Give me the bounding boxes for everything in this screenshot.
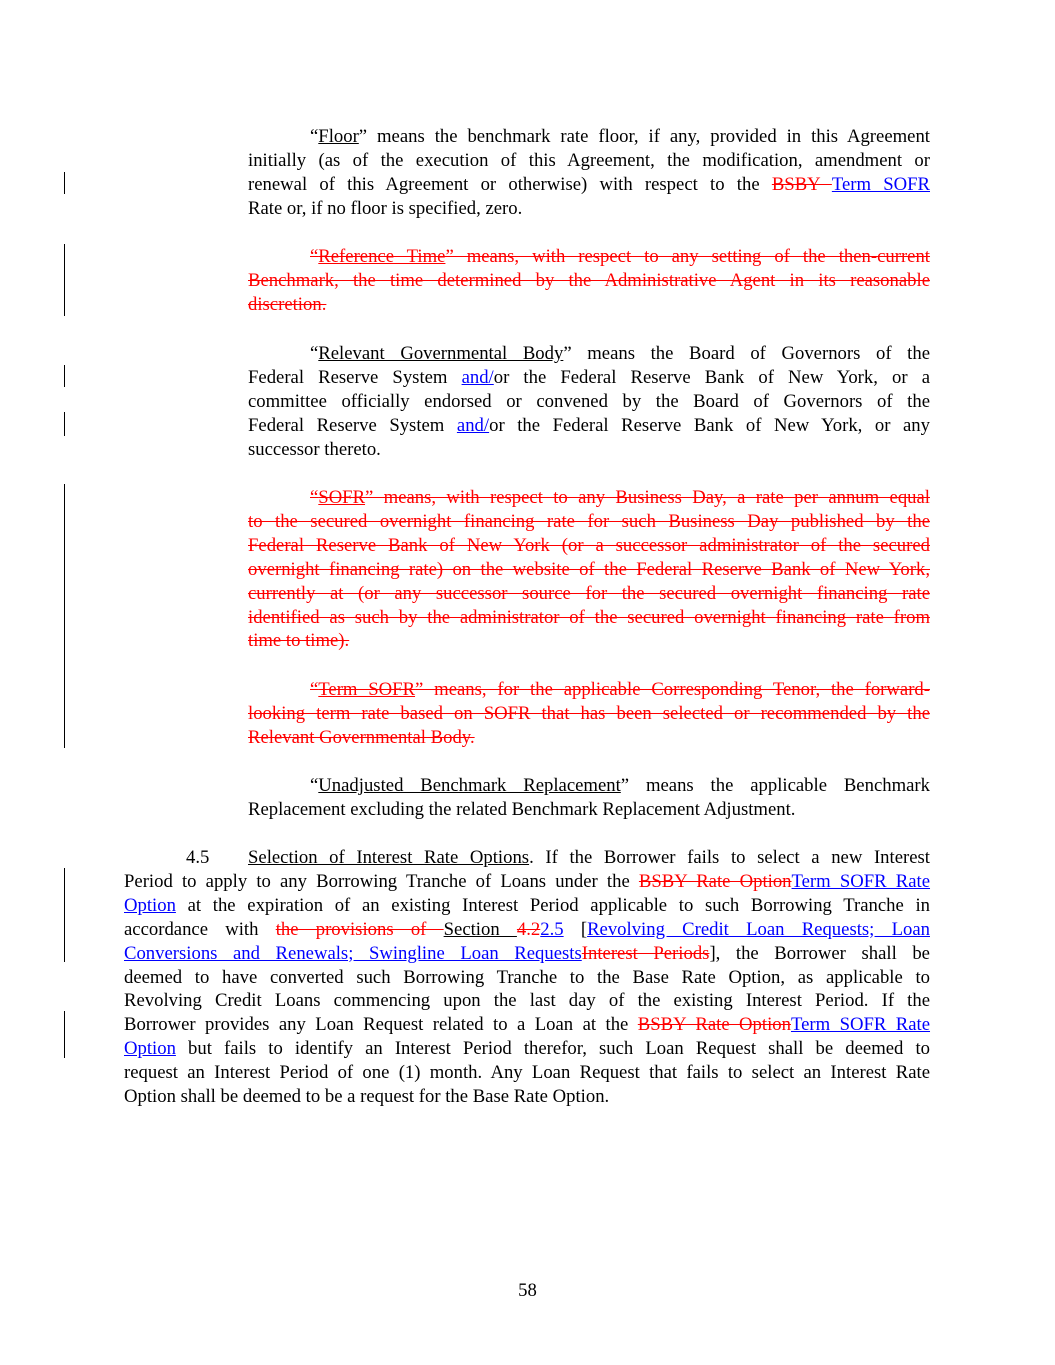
change-bar: [64, 244, 65, 316]
deleted-text: the provisions of: [275, 918, 444, 940]
defined-term: SOFR: [318, 487, 366, 508]
inserted-text: Conversions and Renewals; Swingline Loan Requests: [124, 942, 582, 964]
defined-term: Unadjusted Benchmark Replacement: [318, 775, 621, 796]
section-heading: Selection of Interest Rate Options: [248, 847, 530, 868]
defined-term: Reference Time: [318, 246, 446, 267]
definition-unadjusted-benchmark-replacement: “Unadjusted Benchmark Replacement” means the applicable Benchmark Replacement excluding the related Benchmark Replacement Adjustment.: [248, 775, 930, 820]
inserted-text: Option: [124, 894, 176, 916]
inserted-text: and/: [461, 366, 494, 388]
change-bar: [64, 412, 65, 436]
inserted-text: 2.5: [540, 918, 564, 940]
inserted-text: Term SOFR Rate: [790, 1014, 931, 1036]
deleted-text: BSBY: [771, 173, 832, 195]
inserted-text: Option: [124, 1038, 176, 1060]
change-bar: [64, 365, 65, 387]
definition-reference-time-deleted: “Reference Time” means, with respect to any setting of the then-current Benchmark, the time determined by the Administrative Agent in its reasonable discretion.: [248, 246, 931, 315]
defined-term: Relevant Governmental Body: [318, 343, 564, 364]
page-number: 58: [518, 1280, 537, 1301]
definition-floor: “Floor” means the benchmark rate floor, if any, provided in this Agreement initially (as of the execution of this Agreement, the modification, amendment or renewal of this Agreement or otherwise) with respect to the BSBY Term SOFR Rate or, if no floor is specified, zero.: [248, 126, 930, 219]
inserted-text: and/: [456, 414, 490, 436]
inserted-text: Term SOFR: [831, 173, 930, 195]
section-number: 4.5: [186, 847, 210, 868]
inserted-text: Revolving Credit Loan Requests; Loan: [587, 918, 930, 940]
deleted-text: BSBY Rate Option: [637, 1014, 791, 1036]
defined-term: Term SOFR: [318, 679, 416, 700]
section-reference: Section: [443, 918, 517, 940]
change-bar: [64, 484, 65, 748]
deleted-text: BSBY Rate Option: [638, 870, 792, 892]
deleted-text: 4.2: [516, 918, 541, 940]
section-4-5: 4.5 Selection of Interest Rate Options. If the Borrower fails to select a new Interest Period to apply to any Borrowing Tranche of Loans under the BSBY Rate OptionTerm SOFR Rate Option at the expiration of an existing Interest Period applicable to such Borrowing Tranche in accordance with the provisions of Section 4.22.5 [Revolving Credit Loan Requests; Loan Conversions and Renewals; Swingline Loan RequestsInterest Periods], the Borrower shall be deemed to have converted such Borrowing Tranche to the Base Rate Option, as applicable to Revolving Credit Loans commencing upon the last day of the existing Interest Period. If the Borrower provides any Loan Request related to a Loan at the BSBY Rate OptionTerm SOFR Rate Option but fails to identify an Interest Period therefor, such Loan Request shall be deemed to request an Interest Period of one (1) month. Any Loan Request that fails to select an Interest Rate Option shall be deemed to be a request for the Base Rate Option.: [124, 847, 931, 1108]
change-bar: [64, 1011, 65, 1058]
deleted-text: Interest Periods: [581, 942, 710, 964]
change-bar: [64, 172, 65, 194]
definition-term-sofr-deleted: “Term SOFR” means, for the applicable Corresponding Tenor, the forward- looking term rate based on SOFR that has been selected or recommended by the Relevant Governmental Body.: [248, 679, 930, 748]
inserted-text: Term SOFR Rate: [791, 870, 931, 892]
definition-relevant-governmental-body: “Relevant Governmental Body” means the Board of Governors of the Federal Reserve System and/or the Federal Reserve Bank of New York, or a committee officially endorsed or convened by the Board of Governors of the Federal Reserve System and/or the Federal Reserve Bank of New York, or any successor thereto.: [248, 343, 931, 460]
definition-sofr-deleted: “SOFR” means, with respect to any Business Day, a rate per annum equal to the secured overnight financing rate for such Business Day published by the Federal Reserve Bank of New York (or a successor administrator of the secured overnight financing rate) on the website of the Federal Reserve Bank of New York, currently at (or any successor source for the secured overnight financing rate identified as such by the administrator of the secured overnight financing rate from time to time).: [248, 487, 930, 652]
defined-term: Floor: [318, 126, 359, 147]
change-bar: [64, 868, 65, 962]
